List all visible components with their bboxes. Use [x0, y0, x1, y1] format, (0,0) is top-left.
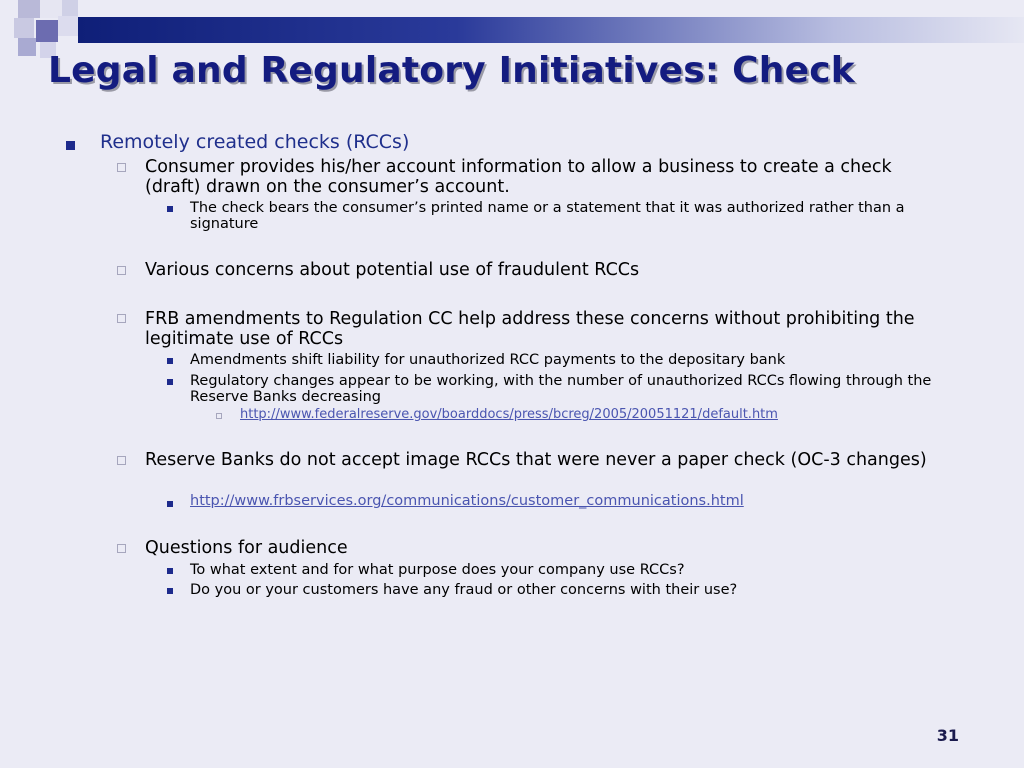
bullet-amendments-shift: Amendments shift liability for unauthorized RCC payments to the depositary bank: [190, 352, 786, 368]
bullet-consumer-provides: Consumer provides his/her account information to allow a business to create a check (draft) drawn on the consumer’s account.: [145, 157, 892, 197]
small-square-bullet-icon: [167, 568, 173, 574]
slide-title: Legal and Regulatory Initiatives: Check: [48, 50, 855, 91]
page-number: 31: [936, 726, 959, 745]
small-square-bullet-icon: [167, 588, 173, 594]
small-square-bullet-icon: [167, 379, 173, 385]
hollow-square-bullet-icon: [117, 544, 126, 553]
square-bullet-icon: [66, 141, 75, 150]
small-square-bullet-icon: [167, 206, 173, 212]
hollow-square-bullet-icon: [117, 266, 126, 275]
link-federalreserve[interactable]: http://www.federalreserve.gov/boarddocs/press/bcreg/2005/20051121/default.htm: [240, 407, 778, 422]
hollow-square-bullet-icon: [117, 314, 126, 323]
bullet-rcc-heading: Remotely created checks (RCCs): [100, 131, 410, 153]
bullet-question-2: Do you or your customers have any fraud or other concerns with their use?: [190, 582, 738, 598]
tiny-hollow-bullet-icon: [216, 413, 222, 419]
bullet-question-1: To what extent and for what purpose does your company use RCCs?: [190, 562, 685, 578]
small-square-bullet-icon: [167, 501, 173, 507]
link-frbservices[interactable]: http://www.frbservices.org/communications/customer_communications.html: [190, 493, 744, 509]
bullet-questions: Questions for audience: [145, 538, 348, 558]
bullet-regulatory-changes: Regulatory changes appear to be working, with the number of unauthorized RCCs flowing through the Reserve Banks decreasing: [190, 373, 932, 405]
bullet-various-concerns: Various concerns about potential use of fraudulent RCCs: [145, 260, 640, 280]
bullet-frb-amendments: FRB amendments to Regulation CC help address these concerns without prohibiting the legitimate use of RCCs: [145, 309, 915, 349]
bullet-check-bears: The check bears the consumer’s printed name or a statement that it was authorized rather than a signature: [190, 200, 905, 232]
small-square-bullet-icon: [167, 358, 173, 364]
bullet-reserve-banks: Reserve Banks do not accept image RCCs that were never a paper check (OC-3 changes): [145, 450, 927, 470]
hollow-square-bullet-icon: [117, 163, 126, 172]
hollow-square-bullet-icon: [117, 456, 126, 465]
